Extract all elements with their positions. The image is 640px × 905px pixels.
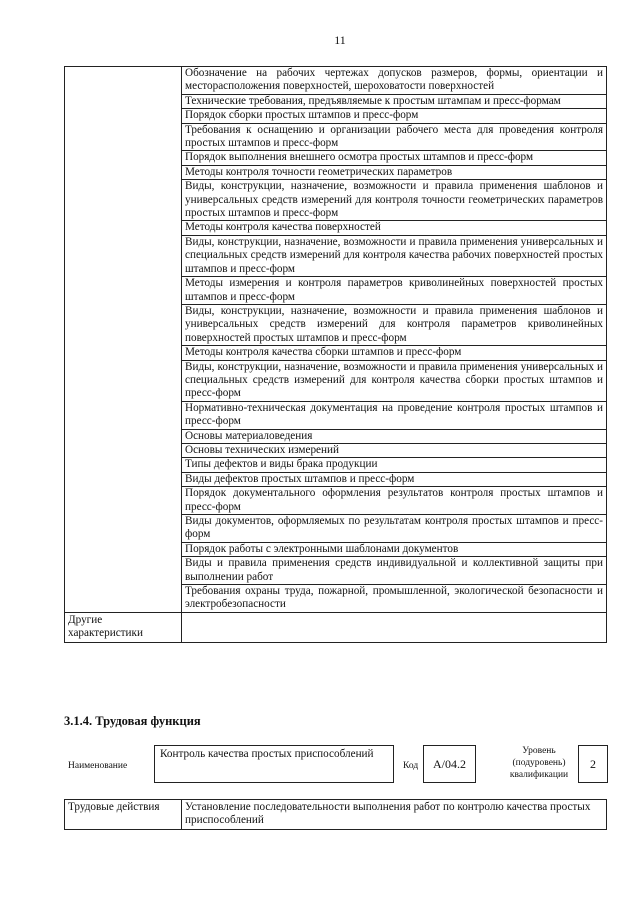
page-number: 11: [334, 33, 346, 47]
labor-actions-row: [65, 800, 607, 830]
knowledge-item: Обозначение на рабочих чертежах допусков размеров, формы, ориентации и месторасположения поверхностей, шероховатости поверхностей: [182, 67, 607, 95]
knowledge-left-cell: [65, 67, 182, 613]
knowledge-item: Основы материаловедения: [182, 429, 607, 443]
section-heading: 3.1.4. Трудовая функция: [64, 714, 201, 728]
knowledge-item: Виды, конструкции, назначение, возможности и правила применения шаблонов и универсальных средств измерений для контроля точности геометрических параметров простых штампов и пресс-форм: [182, 180, 607, 221]
labor-actions-value: Установление последовательности выполнения работ по контролю качества простых приспособлений: [182, 800, 607, 830]
knowledge-item: Требования охраны труда, пожарной, промышленной, экологической безопасности и электробезопасности: [182, 585, 607, 613]
knowledge-item: Основы технических измерений: [182, 443, 607, 457]
code-label: Код: [403, 761, 419, 771]
knowledge-row: [65, 67, 607, 95]
other-characteristics-value: [182, 612, 607, 642]
knowledge-item: Виды, конструкции, назначение, возможности и правила применения универсальных и специальных средств измерений для контроля качества рабочих поверхностей простых штампов и пресс-форм: [182, 235, 607, 276]
knowledge-item: Нормативно-техническая документация на проведение контроля простых штампов и пресс-форм: [182, 401, 607, 429]
knowledge-item: Методы контроля качества сборки штампов и пресс-форм: [182, 346, 607, 360]
knowledge-table: [64, 66, 607, 643]
knowledge-item: Методы контроля качества поверхностей: [182, 221, 607, 235]
knowledge-item: Типы дефектов и виды брака продукции: [182, 458, 607, 472]
knowledge-item: Виды, конструкции, назначение, возможности и правила применения универсальных и специальных средств измерений для контроля качества сборки простых штампов и пресс-форм: [182, 360, 607, 401]
knowledge-item: Методы контроля точности геометрических параметров: [182, 165, 607, 179]
knowledge-item: Методы измерения и контроля параметров криволинейных поверхностей простых штампов и пресс-форм: [182, 277, 607, 305]
labor-actions-table: [64, 799, 607, 830]
name-label: Наименование: [68, 761, 128, 771]
knowledge-item: Виды и правила применения средств индивидуальной и коллективной защиты при выполнении работ: [182, 557, 607, 585]
knowledge-item: Виды, конструкции, назначение, возможности и правила применения шаблонов и универсальных средств измерений для контроля параметров криволинейных поверхностей простых штампов и пресс-форм: [182, 304, 607, 345]
function-name-box: Контроль качества простых приспособлений: [154, 745, 394, 783]
knowledge-item: Порядок документального оформления результатов контроля простых штампов и пресс-форм: [182, 487, 607, 515]
knowledge-item: Порядок выполнения внешнего осмотра простых штампов и пресс-форм: [182, 151, 607, 165]
knowledge-item: Виды дефектов простых штампов и пресс-форм: [182, 472, 607, 486]
knowledge-item: Технические требования, предъявляемые к простым штампам и пресс-формам: [182, 94, 607, 108]
knowledge-item: Требования к оснащению и организации рабочего места для проведения контроля простых штампов и пресс-форм: [182, 123, 607, 151]
qualification-level-box: 2: [578, 745, 608, 783]
knowledge-item: Порядок сборки простых штампов и пресс-форм: [182, 109, 607, 123]
knowledge-item: Виды документов, оформляемых по результатам контроля простых штампов и пресс-форм: [182, 515, 607, 543]
knowledge-table-body: [65, 67, 607, 643]
knowledge-item: Порядок работы с электронными шаблонами документов: [182, 542, 607, 556]
qualification-level-label: Уровень (подуровень) квалификации: [509, 746, 569, 780]
other-characteristics-label: Другие характеристики: [65, 612, 182, 642]
labor-actions-label: Трудовые действия: [65, 800, 182, 830]
other-characteristics-row: [65, 612, 607, 642]
function-code-box: А/04.2: [423, 745, 476, 783]
